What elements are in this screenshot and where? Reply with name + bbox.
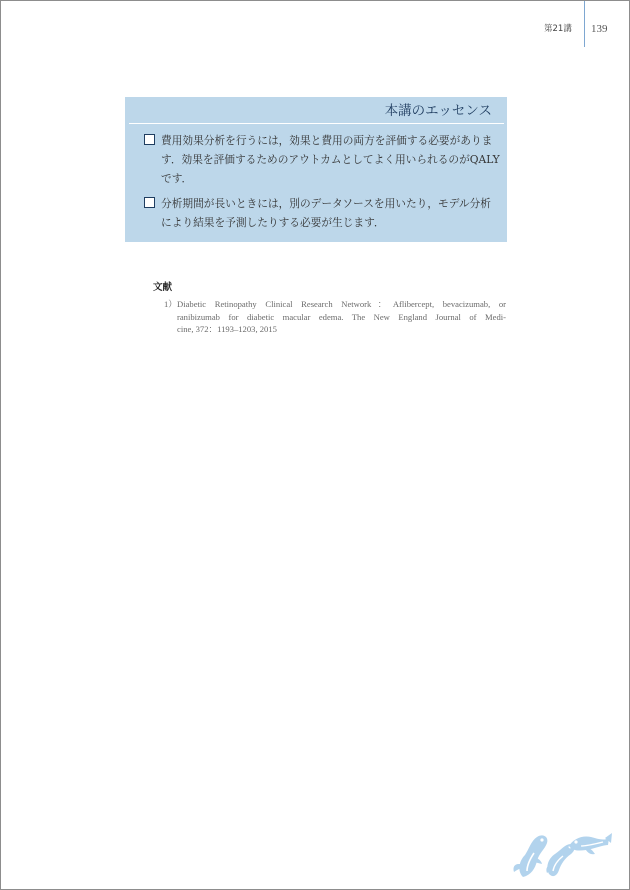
seal-illustration-left <box>513 835 547 877</box>
essence-item <box>161 131 500 188</box>
essence-box <box>125 97 507 242</box>
seal-illustration-middle <box>546 844 574 876</box>
reference-line: Diabetic Retinopathy Clinical Research Network：Aflibercept, bevacizumab, or <box>177 299 506 309</box>
checkbox-icon <box>144 197 155 208</box>
reference-line: ranibizumab for diabetic macular edema. The New England Journal of Medi- <box>177 311 506 322</box>
checkbox-icon <box>144 134 155 145</box>
essence-item-line: です． <box>161 172 193 185</box>
page-number: 139 <box>591 23 608 35</box>
header-divider <box>584 1 585 47</box>
essence-item-line: により結果を予測したりする必要が生じます． <box>161 216 385 229</box>
essence-item-line: 分析期間が長いときには，別のデータソースを用いたり，モデル分析 <box>161 197 491 210</box>
lecture-label: 第21講 <box>544 24 572 34</box>
essence-item-line: す．効果を評価するためのアウトカムとしてよく用いられるのがQALY <box>161 153 500 166</box>
sea-creatures-illustration-icon <box>509 827 613 879</box>
reference-entry <box>177 298 506 336</box>
fish-eye <box>574 840 577 843</box>
essence-item-line: 費用効果分析を行うには，効果と費用の両方を評価する必要がありま <box>161 134 493 147</box>
seal-eye <box>540 838 543 841</box>
reference-number: 1） <box>164 299 177 309</box>
fish-illustration-right <box>569 833 612 854</box>
essence-title-divider <box>129 123 504 124</box>
references-heading: 文献 <box>153 282 173 293</box>
essence-item <box>161 194 491 232</box>
reference-line: cine, 372：1193–1203, 2015 <box>177 324 277 334</box>
essence-title: 本講のエッセンス <box>384 103 492 119</box>
